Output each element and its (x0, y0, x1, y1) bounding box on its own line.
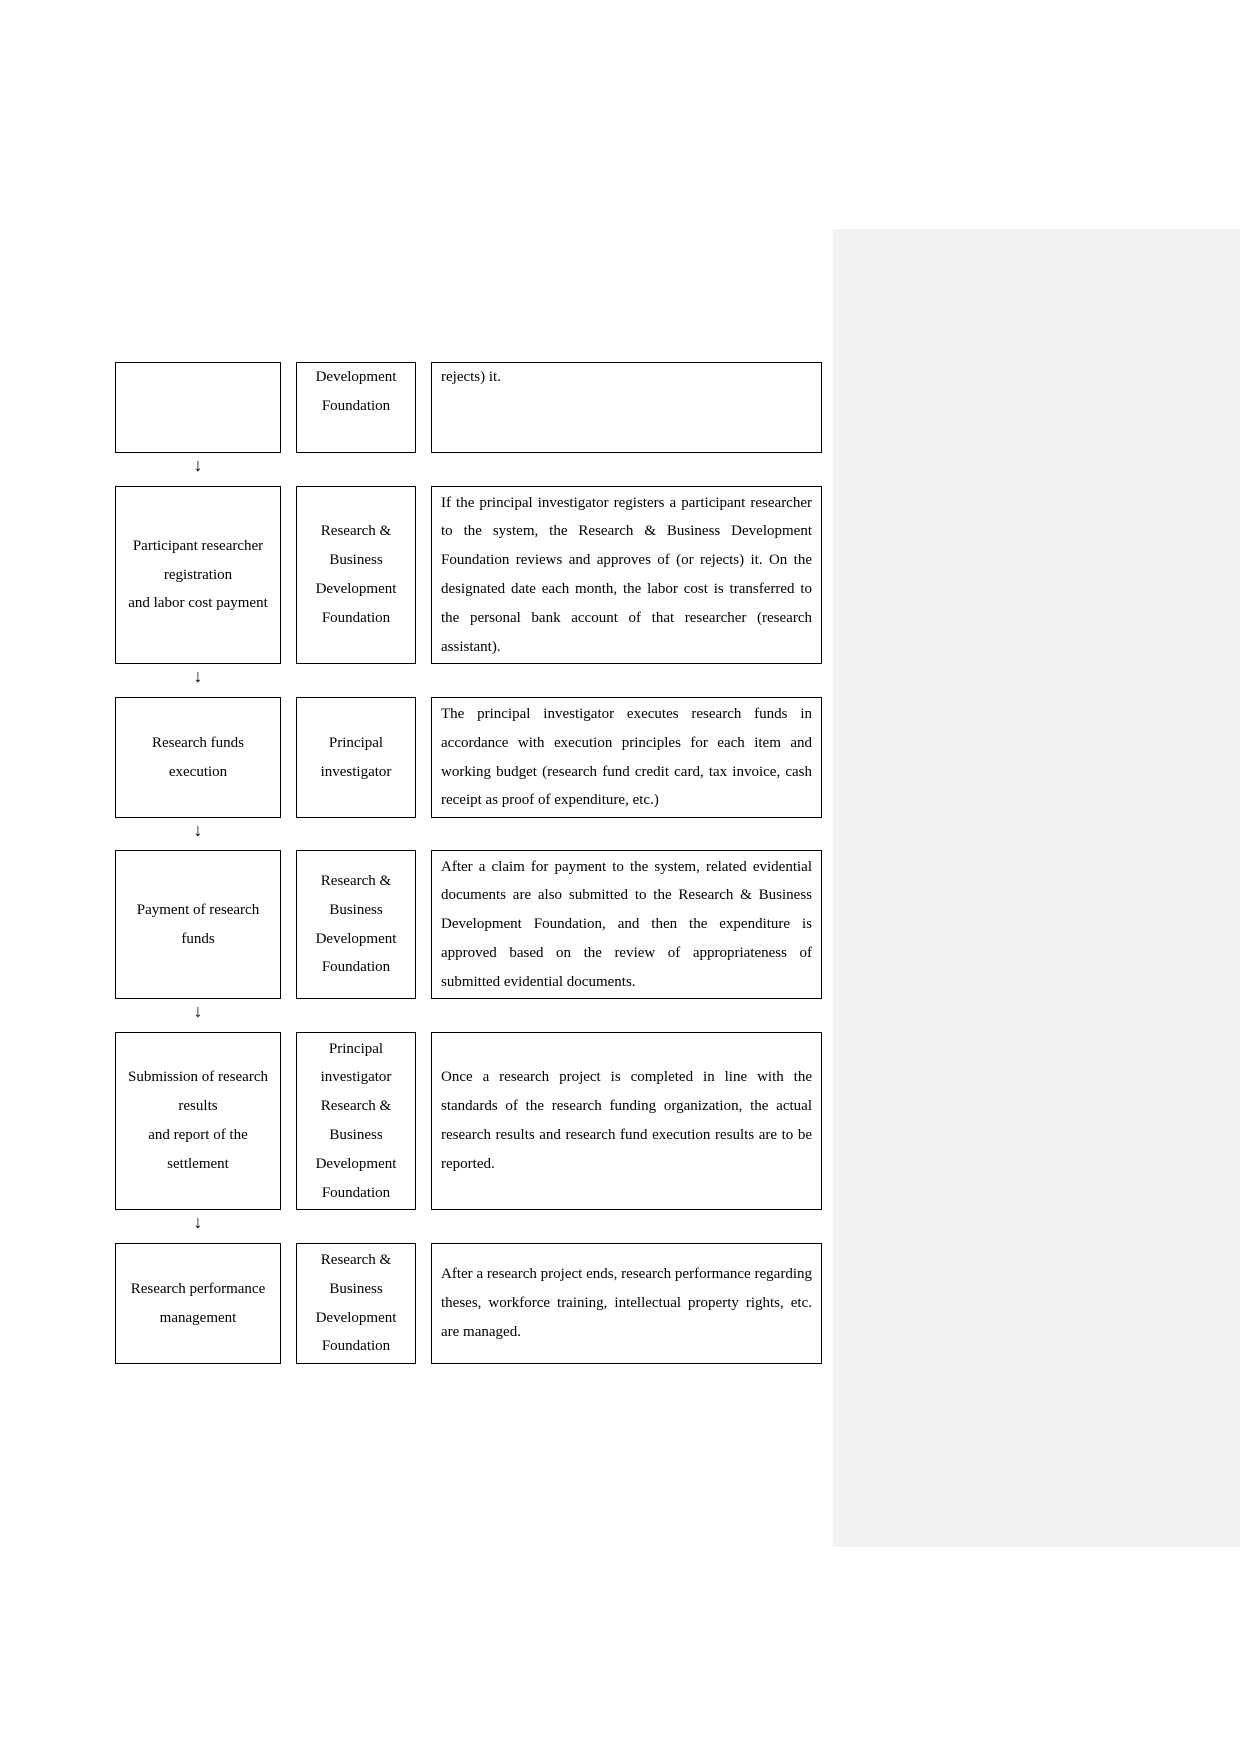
description-box (431, 486, 822, 664)
step-box (115, 486, 281, 664)
owner-box (296, 486, 416, 664)
step-line: Submission of research (128, 1069, 268, 1086)
description-text: After a claim for payment to the system, related evidential documents are also submitted to the Research & Business Development Foundation, and then the expenditure is approved based on the review of appropriateness of submitted evidential documents. (441, 858, 812, 990)
owner-line: Development (315, 581, 397, 597)
description-box (431, 1243, 822, 1364)
owner-line: Development (315, 1309, 397, 1326)
owner-line: Research & (320, 523, 392, 540)
owner-line: Foundation (321, 609, 391, 626)
description-text: If the principal investigator registers a participant researcher to the system, the Research & Business Development Foundation reviews and approves of (or rejects) it. On the designated date each month, the labor cost is transferred to the personal bank account of that researcher (research assistant). (441, 494, 812, 655)
owner-line: Research & (320, 872, 392, 889)
description-box (431, 697, 822, 818)
step-line: execution (168, 763, 228, 780)
owner-line: Foundation (321, 1338, 391, 1355)
owner-line: Development (315, 369, 397, 385)
owner-line: investigator (320, 1069, 392, 1086)
owner-line: Business (329, 1280, 383, 1297)
description-text: rejects) it. (441, 369, 501, 385)
owner-line: Research & (320, 1098, 392, 1115)
owner-box (296, 1243, 416, 1364)
flow-arrow-icon: ↓ (193, 1001, 203, 1021)
owner-box (296, 1032, 416, 1210)
flow-arrow-icon: ↓ (193, 666, 203, 686)
step-box (115, 1032, 281, 1210)
owner-box (296, 362, 416, 453)
step-box (115, 697, 281, 818)
step-box-empty (115, 362, 281, 453)
step-line: funds (181, 930, 215, 947)
owner-line: Foundation (321, 1184, 391, 1201)
owner-box (296, 850, 416, 999)
owner-line: Principal (328, 734, 384, 751)
flow-arrow-icon: ↓ (193, 455, 203, 475)
owner-line: Business (329, 901, 383, 918)
owner-line: Research & (320, 1251, 392, 1268)
step-line: and labor cost payment (128, 595, 268, 612)
owner-line: Foundation (321, 397, 391, 414)
step-box (115, 850, 281, 999)
step-line: Payment of research (136, 901, 260, 918)
owner-line: Development (315, 930, 397, 947)
step-line: Participant researcher (132, 537, 264, 554)
owner-line: Principal (328, 1040, 384, 1057)
owner-box (296, 697, 416, 818)
flow-arrow-icon: ↓ (193, 820, 203, 840)
flow-arrow-icon: ↓ (193, 1212, 203, 1232)
description-box (431, 1032, 822, 1210)
owner-line: Foundation (321, 959, 391, 976)
step-line: settlement (167, 1155, 229, 1172)
owner-line: Development (315, 1155, 397, 1172)
comment-pane (833, 229, 1240, 1547)
owner-line: Business (329, 1127, 383, 1143)
owner-line: investigator (320, 763, 392, 780)
description-box (431, 362, 822, 453)
description-text: The principal investigator executes research funds in accordance with execution principles for each item and working budget (research fund credit card, tax invoice, cash receipt as proof of expenditure, etc.) (441, 705, 812, 809)
step-box (115, 1243, 281, 1364)
description-text: Once a research project is completed in line with the standards of the research funding organization, the actual research results and research fund execution results are to be reported. (441, 1069, 812, 1172)
description-text: After a research project ends, research performance regarding theses, workforce training, intellectual property rights, etc. are managed. (441, 1266, 812, 1340)
owner-line: Business (329, 552, 383, 569)
step-line: management (159, 1309, 237, 1326)
step-line: Research performance (130, 1280, 266, 1297)
step-line: and report of the (148, 1127, 248, 1143)
step-line: Research funds (151, 734, 245, 751)
step-line: registration (163, 566, 233, 583)
description-box (431, 850, 822, 999)
step-line: results (178, 1098, 218, 1115)
